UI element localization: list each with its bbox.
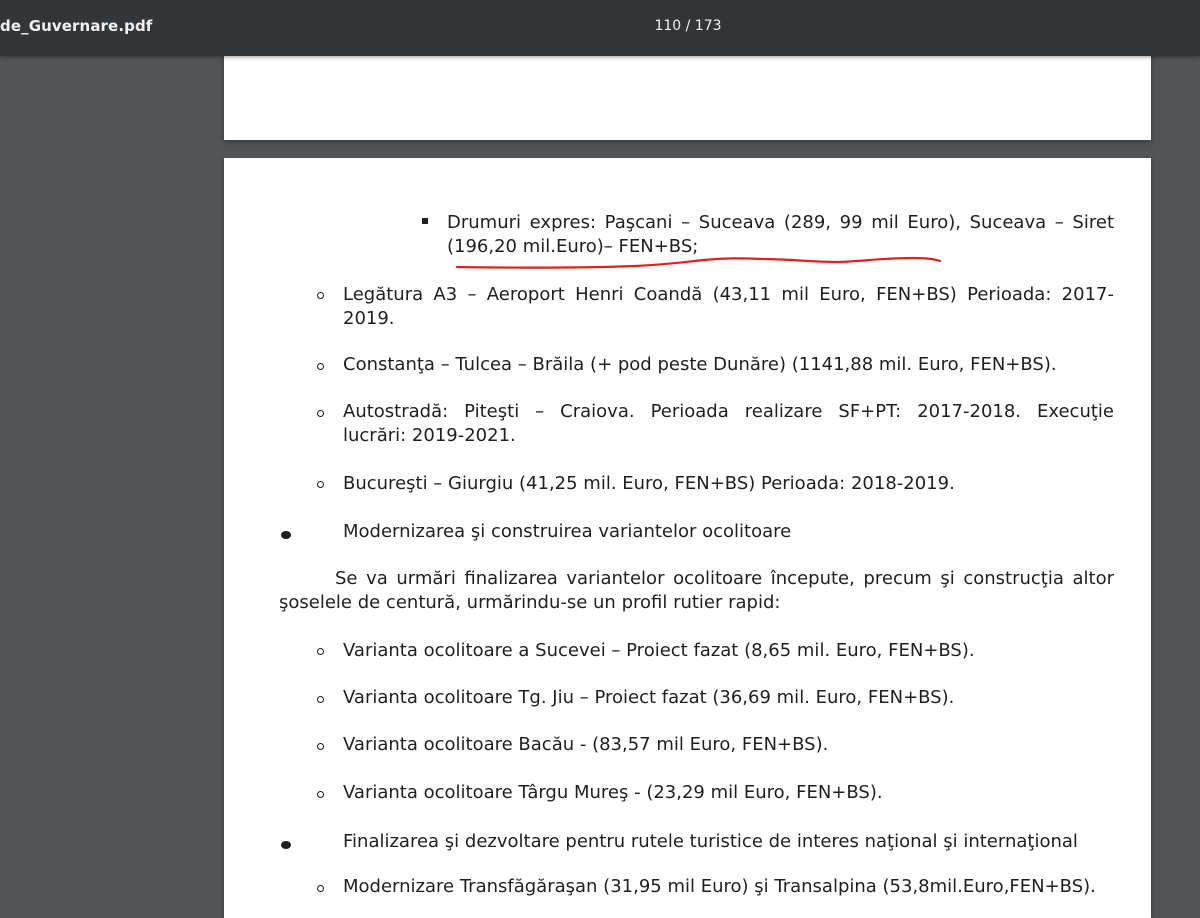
list-item-line: Drumuri expres: Paşcani – Suceava (289, 99 mil Euro), Suceava – Siret [447, 212, 1114, 233]
list-item-line: Legătura A3 – Aeroport Henri Coandă (43,11 mil Euro, FEN+BS) Perioada: 2017- [343, 284, 1114, 305]
list-item-line: Autostradă: Piteşti – Craiova. Perioada realizare SF+PT: 2017-2018. Execuţie [343, 401, 1114, 422]
list-item-line: Varianta ocolitoare Tg. Jiu – Proiect fazat (36,69 mil. Euro, FEN+BS). [343, 687, 955, 708]
pdf-toolbar [0, 0, 1200, 56]
list-item-line: Varianta ocolitoare Bacău - (83,57 mil Euro, FEN+BS). [343, 734, 829, 755]
list-item-line: Varianta ocolitoare a Sucevei – Proiect fazat (8,65 mil. Euro, FEN+BS). [343, 640, 975, 661]
current-page [224, 158, 1151, 918]
paragraph-line: şoselele de centură, urmărindu-se un profil rutier rapid: [279, 592, 781, 613]
list-item-line: Bucureşti – Giurgiu (41,25 mil. Euro, FEN+BS) Perioada: 2018-2019. [343, 473, 955, 494]
list-item-line: Constanţa – Tulcea – Brăila (+ pod peste Dunăre) (1141,88 mil. Euro, FEN+BS). [343, 354, 1057, 375]
document-filename: de_Guvernare.pdf [0, 17, 153, 35]
list-item-line: Finalizarea şi dezvoltare pentru rutele turistice de interes naţional şi internaţional [343, 831, 1078, 852]
list-item-line: Modernizarea şi construirea variantelor ocolitoare [343, 521, 792, 542]
list-item-line: Varianta ocolitoare Târgu Mureş - (23,29 mil Euro, FEN+BS). [343, 782, 883, 803]
list-item-line: Modernizare Transfăgăraşan (31,95 mil Euro) şi Transalpina (53,8mil.Euro,FEN+BS). [343, 876, 1096, 897]
underline-stroke [457, 258, 940, 268]
paragraph-line: Se va urmări finalizarea variantelor ocolitoare începute, precum şi construcţia altor [335, 568, 1114, 589]
red-underline-annotation [224, 158, 1151, 918]
list-item-line: 2019. [343, 308, 395, 329]
list-item-line: (196,20 mil.Euro)– FEN+BS; [447, 236, 699, 257]
page-indicator[interactable]: 110 / 173 [654, 18, 722, 34]
list-item-line: lucrări: 2019-2021. [343, 425, 516, 446]
